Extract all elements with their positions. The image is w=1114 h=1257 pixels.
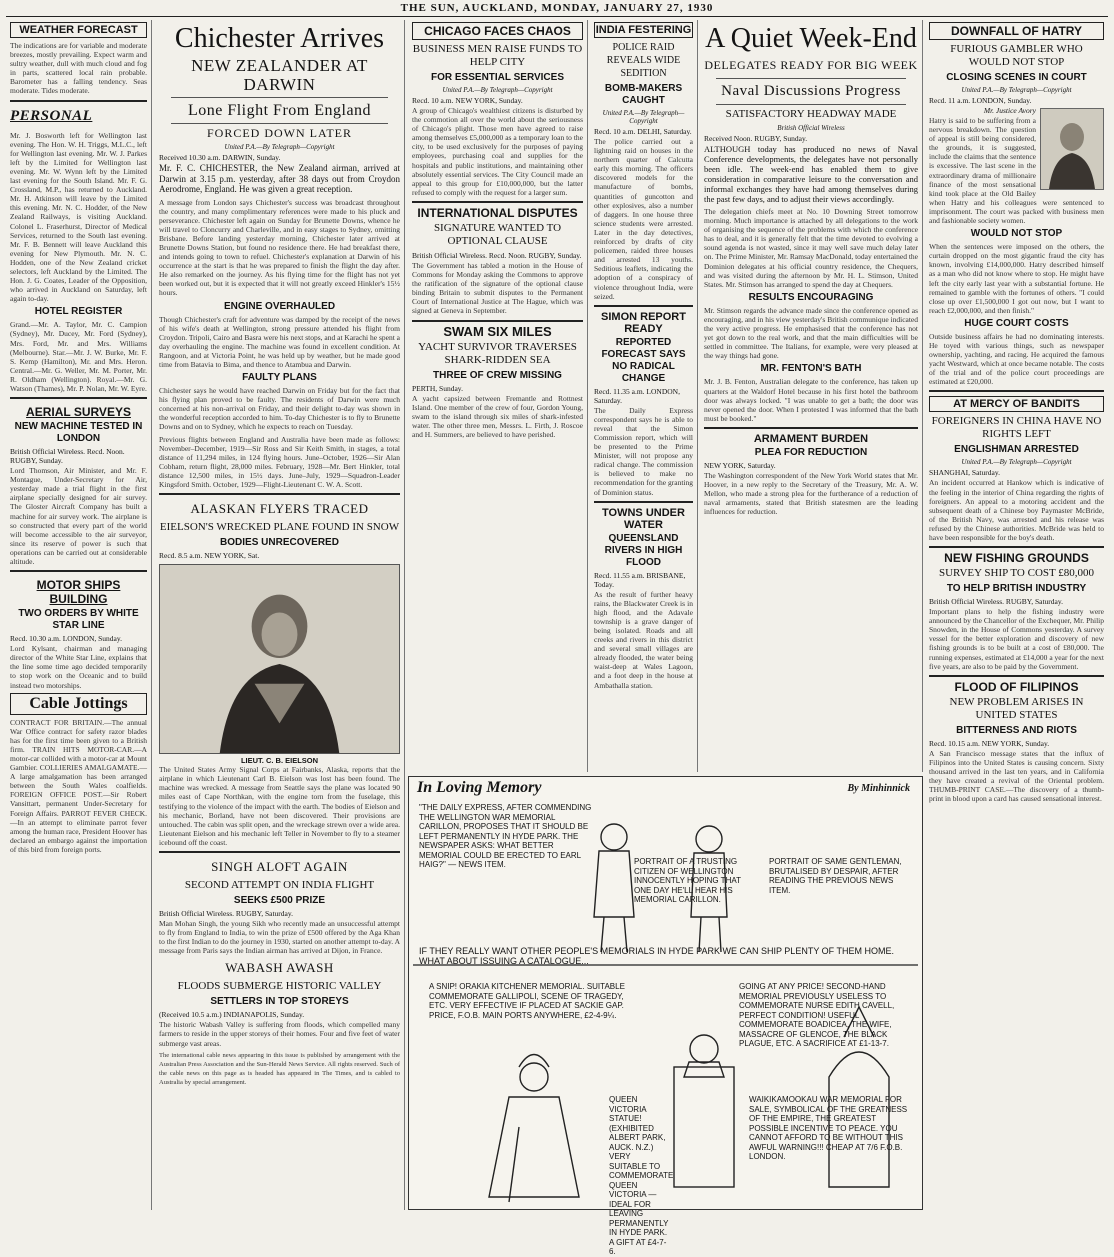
downfall-credit: United P.A.—By Telegraph—Copyright [961,86,1072,94]
towns-dateline: Recd. 11.55 a.m. BRISBANE, Today. [594,570,686,589]
column-5 [700,20,923,772]
wabash-dateline: (Received 10.5 a.m.) INDIANAPOLIS, Sunday. [159,1010,305,1020]
bandits-dateline: SHANGHAI, Saturday. [929,468,1000,478]
cartoon-panel [408,776,923,1256]
quiet-headline: A Quiet Week-End [705,23,917,54]
downfall-headline: DOWNFALL OF HATRY [929,22,1104,40]
bandits-subheadline-2: ENGLISHMAN ARRESTED [954,444,1079,456]
cable-jottings-heading: Cable Jottings [10,693,147,715]
swam-subheadline: YACHT SURVIVOR TRAVERSES SHARK-RIDDEN SEA [418,340,577,366]
fentons-heading: MR. FENTON'S BATH [760,363,862,375]
divider [171,123,388,124]
towns-text: As the result of further heavy rains, the Blackwater Creek is in high flood, and the Adavale township is a grave danger of being isolated. Roads and all creeks and rivers in this district and several small villages are already flooded, the water being waist-deep at Wales Lagoon, and a foot deep in the house at Ambathalla station. [594,589,693,690]
motor-ships-dateline: Recd. 10.30 a.m. LONDON, Sunday. [10,634,122,644]
quiet-subheadline: DELEGATES READY FOR BIG WEEK [704,58,918,72]
cartoon-title: In Loving Memory [417,779,542,796]
avory-portrait-icon [1041,109,1103,189]
motor-ships-heading: MOTOR SHIPS BUILDING [36,578,121,607]
personal-heading: PERSONAL [10,107,93,124]
personal-text: Mr. J. Bosworth left for Wellington last evening. The Hon. W. H. Triggs, M.L.C., left for Wellington last evening. Mr. W. J. Parkes left by the Limited for Wellington last evening. Mr. W. Wynn left by the Limited last evening for the South Island. Mr. F. G. Crossland, M.P., has returned to Auckland. Mr. H. Atkinson will leave by the Limited this evening. Mr. N. C. Hodder, of the New Zealand Railways, is visiting Auckland. Colonel L. Fraserhurst, Director of Medical Services, returned to the South last evening. Mr. F. B. Bennett will leave Auckland this evening for New Plymouth. Mr. N. C. Hodden, one of the New Zealand cricket selectors, left Auckland by the Limited. The Hon. J. G. Coates, Leader of the Opposition, who arrived in Auckland on Saturday, left again to-day. [10,130,147,304]
divider [171,97,388,98]
swam-subheadline-2: THREE OF CREW MISSING [433,369,562,381]
divider [929,546,1104,548]
quiet-credit: British Official Wireless [777,124,845,132]
eielson-photo [159,564,400,754]
quiet-deck-2: SATISFACTORY HEADWAY MADE [725,108,897,120]
downfall-text: Hatry is said to be suffering from a nervous breakdown. The question of appeal is still being considered, the grounds, it is suggested, include the claims that the sentence is excessive. The last scene in the extraordinary drama of millionaire finance of the most sensational kind took place at the Old Bailey when Hatry and his colleagues were sentenced to imprisonment. The court was packed with business men and fashionable society women. [929,116,1104,226]
avory-caption: Mr. Justice Avory [983,106,1036,115]
faulty-plans-text: Chichester says he would have reached Darwin on Friday but for the fact that his flying plan proved to be faulty. The residents of Darwin were much concerned at his non-arrival on Friday, and their delight to-day was shown in the wonderful reception accorded to him. To-day Chichester is to fly to Brunette Downs and on to Sydney, which he expects to reach on Tuesday. [159,386,400,432]
india-subheadline: POLICE RAID REVEALS WIDE SEDITION [606,42,681,79]
divider [10,570,147,572]
swam-headline: SWAM SIX MILES [443,323,552,339]
cartoon-cavell-advert: GOING AT ANY PRICE! SECOND-HAND MEMORIAL PREVIOUSLY USELESS TO COMMEMORATE NURSE EDITH CAVELL, PERFECT CONDITION! USEFUL COMMEMORATE BOADICEA, THE WIFE, MASSACRE OF GLENCOE, THE BLACK PLAGUE, ETC. A SACRIFICE AT £1-13-7. [739,982,895,1048]
cartoon-byline: By Minhinnick [847,783,910,794]
engine-text: Though Chichester's craft for adventure was damped by the receipt of the news of his wife's death at Wellington, strong pressure attended his flight from Croydon. Tripoli, Cairo and Basra were his next stops, and at Karachi he spent a day overhauling the engine. The machine was found in excellent condition. At Rangoon, and at Victoria Point, he was held up by weather, but he made good time from Batavia to Bima, and thence to Atambua and Darwin. [159,314,400,369]
aerial-text: Lord Thomson, Air Minister, and Mr. F. Montague, Under-Secretary for Air, yesterday made a trial flight in the first airplane specially designed for air survey. The Gloster Aircraft Company has built a machine for air survey work. The airplane is so constructed that every part of the world will become accessible to the air surveyor, since its reserve of power is such that operations can be carried out at considerable altitude. [10,466,147,567]
india-headline: INDIA FESTERING [595,24,692,36]
divider [716,78,906,79]
eielson-portrait-icon [160,565,399,753]
bandits-headline: AT MERCY OF BANDITS [929,396,1104,412]
motor-ships-text: Lord Kylsant, chairman and managing director of the White Star Line, explains that the line some time ago decided temporarily to stop work on the Oceanic and to build instead two motorships. [10,644,147,690]
divider [704,427,918,429]
divider [929,675,1104,677]
wabash-text: The historic Wabash Valley is suffering from floods, which compelled many farmers to reside in the upper storeys of their homes. Four and five feet of water submerge vast areas. [159,1020,400,1048]
armament-headline: ARMAMENT BURDEN [753,432,869,445]
masthead: THE SUN, AUCKLAND, MONDAY, JANUARY 27, 1930 [6,2,1108,17]
faulty-plans-heading: FAULTY PLANS [242,372,317,384]
huge-costs-heading: HUGE COURT COSTS [964,317,1069,329]
fishing-headline: NEW FISHING GROUNDS [944,551,1089,566]
international-headline: INTERNATIONAL DISPUTES [417,205,578,220]
eielson-photo-caption: LIEUT. C. B. EIELSON [240,756,319,766]
international-dateline: British Official Wireless. Recd. Noon. RUGBY, Sunday. [412,250,582,260]
divider [716,104,906,105]
divider [10,397,147,399]
chicago-subheadline-2: FOR ESSENTIAL SERVICES [431,72,564,83]
would-not-stop-text: When the sentences were imposed on the others, the curtain dropped on the most gigantic fraud the city has known, involving £14,000,000. Hatry described himself as a man who did not know where to stop. He might have left the city early last year with a substantial fortune. He remained to gamble with the fortunes of others. "I could close up over £1,500,000 I got out now, but I want to reach £2,000,000, and then finish." [929,242,1104,315]
filipinos-subheadline-2: BITTERNESS AND RIOTS [956,724,1077,736]
fishing-text: Important plans to help the fishing industry were announced by the Chancellor of the Exchequer, Mr. Philip Snowden, in the House of Commons yesterday. A survey vessel for the better exploration and discovery of new fishing grounds is to be built at a cost of £80,000. The running expenses, estimated at £14,000 a year for the next five years, are also to be paid by the Government. [929,607,1104,671]
alaskan-subheadline-2: BODIES UNRECOVERED [220,537,339,549]
engine-heading: ENGINE OVERHAULED [223,300,336,312]
bandits-text: An incident occurred at Hankow which is indicative of the feeling in the interior of China regarding the rights of foreigners. An appeal to a motoring accident and the subsequent death of a Chinese boy Paymaster McBride, of the British Navy, was arrested and his release was refused by the Chinese authorities. McBride was held to have been responsible for the boy's death. [929,478,1104,542]
aerial-subheading: NEW MACHINE TESTED IN LONDON [14,421,143,445]
chichester-dateline: Received 10.30 a.m. DARWIN, Sunday. [159,153,281,162]
divider [10,100,147,102]
cartoon-caption-catalogue: IF THEY REALLY WANT OTHER PEOPLE'S MEMORIALS IN HYDE PARK WE CAN SHIP PLENTY OF THEM HOME. WHAT ABOUT ISSUING A CATALOGUE... [419,946,894,966]
quiet-deck: Naval Discussions Progress [721,83,901,99]
copyright-notice: The international cable news appearing in this issue is published by arrangement with the Australian Press Association and the Sun-Herald News Service. All rights reserved. Such of the cable news on this page as is headed has appeared in The Times, and is cabled to Australia by special arrangement. [159,1051,400,1086]
simon-headline: SIMON REPORT READY [601,310,686,335]
armament-dateline: NEW YORK, Saturday. [704,460,776,470]
cartoon-victoria-advert: QUEEN VICTORIA STATUE! (EXHIBITED ALBERT PARK, AUCK. N.Z.) VERY SUITABLE TO COMMEMORATE QUEEN VICTORIA — IDEAL FOR LEAVING PERMANENTLY IN HYDE PARK. A GIFT AT £4-7-6. [609,1095,674,1256]
divider [594,305,693,307]
singh-subheadline-2: SEEKS £500 PRIZE [233,894,326,906]
weather-heading: WEATHER FORECAST [10,22,147,38]
chicago-dateline: Recd. 10 a.m. NEW YORK, Sunday. [412,96,523,105]
downfall-dateline: Recd. 11 a.m. LONDON, Sunday. [929,96,1032,105]
singh-subheadline: SECOND ATTEMPT ON INDIA FLIGHT [184,878,375,891]
column-6 [925,20,1108,1210]
wabash-headline: WABASH AWASH [225,960,334,976]
cable-jottings-text: CONTRACT FOR BRITAIN.—The annual War Office contract for safety razor blades has for the first time been given to a British firm. TRAIN HITS MOTOR-CAR.—A motor-car collided with a motor-car at Mount Gambier. COLLIERIES AMALGAMATE.—A large amalgamation has been arranged between the South Wales coalfields. FOREIGN OFFICE POST.—Sir Robert Vansittart, permanent Under-Secretary for Foreign Affairs. PARROT FEVER CHECK.—In an attempt to eliminate parrot fever among the human race, President Hoover has declared an embargo against the importation of this bird from foreign ports. [10,717,147,854]
chichester-lead: Mr. F. C. CHICHESTER, the New Zealand airman, arrived at Darwin at 3.15 p.m. yesterday, after 38 days out from Croydon Aerodrome, England. He was given a great reception. [159,163,400,194]
divider [412,201,583,203]
divider [594,501,693,503]
results-heading: RESULTS ENCOURAGING [748,291,874,303]
fishing-subheadline: SURVEY SHIP TO COST £80,000 [938,567,1095,580]
chicago-text: A group of Chicago's wealthiest citizens is disturbed by the commotion all over the world about the seriousness of Chicago's plight. Those men have agreed to raise among themselves £5,000,000 as a temporary loan to the city, to be used exclusively for the purposes of paying employees, purchasing coal and supplies for the hospitals and public institutions, and maintaining other absolutely essential services. The City Council made an appeal to this group for £10,000,000, but the latter refused to comply with the request for a larger sum. [412,106,583,197]
divider [159,493,400,495]
singh-text: Man Mohan Singh, the young Sikh who recently made an unsuccessful attempt to fly from England to India, to win the prize of £500 offered by the Aga Khan to the first Indian to do the journey in 1930, started on another attempt to-day. A message from Paris says the Indian airman has arrived at Dijon, in France. [159,918,400,956]
cartoon-kitchener-advert: A SNIP! ORAKIA KITCHENER MEMORIAL. SUITABLE COMMEMORATE GALLIPOLI, SCENE OF TRAGEDY, ETC. VERY EFFECTIVE IF PLACED AT SACKIE GAP. PRICE, F.O.B. MAIN PORTS ANYWHERE, £2-4-9¼. [429,982,625,1020]
cartoon-caption-news: "THE DAILY EXPRESS, AFTER COMMENDING THE WELLINGTON WAR MEMORIAL CARILLON, PROPOSES THAT IT SHOULD BE LEFT PERMANENTLY IN HYDE PARK. THE NEWSPAPER ASKS: WHAT BETTER MEMORIAL COULD BE ERECTED TO EARL HAIG?" — NEWS ITEM. [419,803,592,869]
downfall-subheadline-2: CLOSING SCENES IN COURT [946,72,1087,83]
fishing-subheadline-2: TO HELP BRITISH INDUSTRY [946,583,1087,595]
india-dateline: Recd. 10 a.m. DELHI, Saturday. [594,127,692,136]
filipinos-text: A San Francisco message states that the influx of Filipinos into the United States is causing concern. Sixty thousand arrived in the last ten years, and in California they have created a revival of the Oriental problem. THUMB-PRINT CASE.—The discovery of a thumb-print in blood upon a card has caused sensational interest. [929,748,1104,804]
divider [929,390,1104,392]
filipinos-subheadline: NEW PROBLEM ARISES IN UNITED STATES [949,695,1084,721]
india-credit: United P.A.—By Telegraph—Copyright [602,109,685,125]
divider [412,320,583,322]
column-4 [590,20,698,772]
simon-text: The Daily Express correspondent says he is able to reveal that the Simon Commission report, which will be presented to the Prime Minister, will not propose any radical change. The commission is believed to make no recommendation for the granting of Dominion status. [594,405,693,497]
filipinos-dateline: Recd. 10.15 a.m. NEW YORK, Sunday. [929,738,1050,748]
bandits-credit: United P.A.—By Telegraph—Copyright [961,458,1072,467]
fentons-text: Mr. J. B. Fenton, Australian delegate to the conference, has taken up quarters at the Waldorf Hotel because in his first hotel the bathroom door was always locked. "I was unable to get a bath; the door was never opened the door. When I protested I was informed that the bath must be booked." [704,377,918,423]
chichester-credit: United P.A.—By Telegraph—Copyright [224,143,335,151]
aerial-dateline: British Official Wireless. Recd. Noon. RUGBY, Sunday. [10,447,125,466]
cartoon-war-memorial-advert: WAIKIKAMOOKAU WAR MEMORIAL FOR SALE, SYMBOLICAL OF THE GREATNESS OF THE EMPIRE, THE GREATEST POSSIBLE INCENTIVE TO PEACE. YOU CANNOT AFFORD TO BE WITHOUT THIS AWFUL WARNING!!! CHEAP AT 7/6 F.O.B. LONDON. [749,1095,908,1161]
motor-ships-subheading: TWO ORDERS BY WHITE STAR LINE [18,608,139,632]
filipinos-headline: FLOOD OF FILIPINOS [954,679,1079,694]
divider [159,851,400,853]
chicago-credit: United P.A.—By Telegraph—Copyright [442,86,553,94]
armament-text: The Washington correspondent of the New York World states that Mr. Hoover, in a new reply to the Secretary of the Treasury, Mr. A. W. Mellon, who made a strong plea for the furtherance of a reduction of naval armaments, stated that British statesmen are the leading influences for reduction. [704,470,918,517]
chichester-text: A message from London says Chichester's success was broadcast throughout the country, and many complimentary references were made to his pluck and perseverance. Chichester left again on Sunday for Brunette Downs, whence he will travel to Cloncurry and Charleville, and in easy stages to Sydney, omitting Brisbane. Before landing yesterday morning, Chichester later arrived at Brunette Downs Station, but found no residence there. He had breakfast there, and intends going to town to refuel. Chichester's explanation at Darwin of his occurrence at the start is that he was prepared to finish the flight the day after. He also remarked on the journey. As his flying time for the flight has not yet been worked out, but it is expected that it will not greatly exceed Hinkler's 15½ hours. [159,197,400,298]
singh-headline: SINGH ALOFT AGAIN [211,858,348,874]
armament-subheadline: PLEA FOR REDUCTION [754,446,868,458]
bandits-subheadline: FOREIGNERS IN CHINA HAVE NO RIGHTS LEFT [931,415,1102,441]
huge-costs-text: Outside business affairs he had no dominating interests. He toyed with various things, such as newspaper ownership, yachting, and racing. He acquired the famous yacht Westward, which at once became notable. The costs of the trial and of the police court proceedings are estimated at £20,000. [929,331,1104,387]
fishing-dateline: British Official Wireless. RUGBY, Saturday. [929,597,1063,607]
downfall-subheadline: FURIOUS GAMBLER WHO WOULD NOT STOP [950,43,1083,68]
previous-flights-text: Previous flights between England and Australia have been made as follows: November–December, 1919—Sir Ross and Sir Keith Smith, in stages, a total distance of 11,294 miles, in 124 flying hours. June–October, 1926—Sir Alan Cobham, return flight, 28,000 miles. February, 1928—Mr. Bert Hinkler, total distance 12,500 miles, in 15½ days. June–July, 1929—Squadron-Leader Kingsford Smith. October, 1929—Flight-Lieutenant C. W. A. Scott. [159,434,400,490]
chichester-headline: Chichester Arrives [174,23,385,54]
wabash-subheadline: FLOODS SUBMERGE HISTORIC VALLEY [177,980,382,993]
aerial-heading: AERIAL SURVEYS [26,405,131,420]
cartoon-caption-citizen: PORTRAIT OF A TRUSTING CITIZEN OF WELLINGTON INNOCENTLY HOPING THAT ONE DAY HE'LL HEAR HIS MEMORIAL CARILLON. [634,857,741,904]
towns-subheadline: QUEENSLAND RIVERS IN HIGH FLOOD [604,532,683,568]
towns-headline: TOWNS UNDER WATER [602,506,685,531]
weather-text: The indications are for variable and moderate breezes, mostly prevailing. Expect warm and sultry weather, dull with much cloud and fog in parts, scattered local rain probable. Barometer has a falling tendency. Seas moderate. Tides moderate. [10,41,147,96]
international-text: The Government has tabled a motion in the House of Commons for Monday asking the Commons to approve the ratification of the signature of the optional clause binding Britain to submit disputes to the Permanent Court of International Justice at The Hague, which was signed at Geneva in September. [412,260,583,316]
chichester-deck: Lone Flight From England [187,102,372,119]
chicago-subheadline: BUSINESS MEN RAISE FUNDS TO HELP CITY [412,43,583,68]
chicago-headline: CHICAGO FACES CHAOS [412,22,583,40]
chichester-subheadline: NEW ZEALANDER AT DARWIN [191,56,368,94]
results-text: Mr. Stimson regards the advance made since the conference opened as encouraging, and in his view yesterday's British communique indicated the very active progress. He emphasised that the conference has not yet got down to the real work, and that the main difficulties will be settled in committee. The Italians, for example, were very pleased at the way things had gone. [704,305,919,361]
quiet-dateline: Received Noon. RUGBY, Sunday. [704,134,808,143]
quiet-lead: ALTHOUGH today has produced no news of Naval Conference developments, the delegates have not personally been idle. The week-end has enabled them to give consideration in comparative leisure to the conversation and informal exchanges they have had among themselves during the past few days, and to adjust their views accordingly. [704,144,918,204]
international-subheadline: SIGNATURE WANTED TO OPTIONAL CLAUSE [433,221,562,247]
wabash-subheadline-2: SETTLERS IN TOP STOREYS [210,996,349,1008]
alaskan-dateline: Recd. 8.5 a.m. NEW YORK, Sat. [159,551,260,561]
column-1 [6,20,152,1210]
chichester-deck-2: FORCED DOWN LATER [207,126,352,140]
hotel-register-text: Grand.—Mr. A. Taylor, Mr. C. Campion (Sydney), Mr. Ducey, Mr. Ford (Sydney), Mrs. Ford, Mr. and Mrs. Williams (Melbourne). Star.—Mr. J. W. Burke, Mr. F. S. Kemp (Hamilton), Mr. and Mrs. Heron. Central.—Mr. G. Weller, Mr. M. Porter, Mr. R. Oldham (Wellington). Royal.—Mr. G. Watson (Thames), Mr. P. Nolan, Mr. W. Eyre. [10,320,147,393]
alaskan-subheadline: EIELSON'S WRECKED PLANE FOUND IN SNOW [159,521,400,534]
alaskan-headline: ALASKAN FLYERS TRACED [190,501,369,517]
swam-dateline: PERTH, Sunday. [412,383,463,393]
simon-subheadline: REPORTED FORECAST SAYS NO RADICAL CHANGE [601,336,686,384]
column-2 [155,20,405,1210]
avory-portrait [1040,108,1104,190]
swam-text: A yacht capsized between Fremantle and Rottnest Island. One member of the crew of four, Gordon Young, swam to the island through six miles of shark-infested water. The other three men, Messrs. L. Firth, J. Roscoe and H. Summers, are believed to have perished. [412,393,583,439]
india-subheadline-2: BOMB-MAKERS CAUGHT [604,83,683,106]
column-3 [408,20,588,772]
hotel-register-heading: HOTEL REGISTER [34,306,123,318]
cartoon-caption-despair: PORTRAIT OF SAME GENTLEMAN, BRUTALISED BY DESPAIR, AFTER READING THE PREVIOUS NEWS ITEM. [769,857,902,895]
quiet-text: The delegation chiefs meet at No. 10 Downing Street tomorrow morning. Much importance is attached by all delegations to the work of organising the sequence of the problems with which the conference has to deal, and it is generally felt that the time devoted to evolving a sound agenda is not wasted, since it may well save much delay later on. The Prime Minister, Mr. Ramsay MacDonald, today entertained the Dominion delegates at his official country residence, the Chequers, and was visited during the afternoon by Mr. H. L. Stimson, United States. Mr. Stimson has arranged to spend the day at Chequers. [704,207,918,289]
singh-dateline: British Official Wireless. RUGBY, Saturday. [159,908,293,918]
alaskan-text: The United States Army Signal Corps at Fairbanks, Alaska, reports that the airplane in which Lieutenant Carl B. Eielson was lost has been found. The machine was wrecked. A message from Seattle says the plane was located 90 miles east of Cape Northkan, with the engine torn from the fuselage, this testifying to the violence of the impact with the earth. The bodies of Eielson and his mechanic, Borland, have not been discovered. Their provisions are untouched. The cabin was split open, and the wreckage strewn over a wide area. Lieutenant Eielson and his mechanic left Teller in November to fly to a steamer icebound off the coast. [159,765,400,847]
would-not-stop-heading: WOULD NOT STOP [970,228,1063,240]
india-text: The police carried out a lightning raid on houses in the northern quarter of Calcutta early this morning. The officers discovered models for the manufacture of bombs, quantities of guncotton and other explosives, also a number of daggers. In one house three science students were arrested. Later in the day detectives, reinforced by drafts of city policemen, raided three houses and arrested 13 youths. Seditious leaflets, indicating the adoption of a conspiracy of violence throughout India, were seized. [594,137,693,301]
simon-dateline: Recd. 11.35 a.m. LONDON, Saturday. [594,386,680,405]
